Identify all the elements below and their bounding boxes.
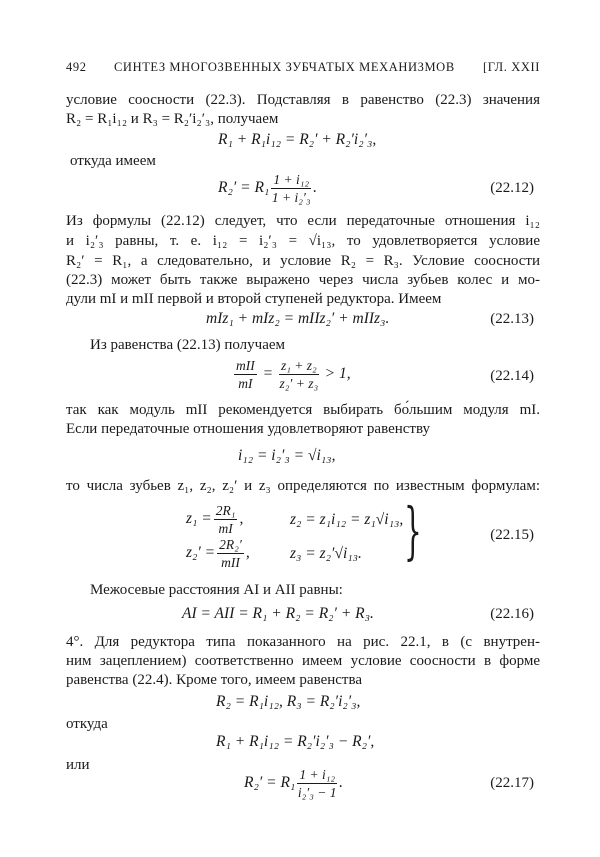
running-title: СИНТЕЗ МНОГОЗВЕННЫХ ЗУБЧАТЫХ МЕХАНИЗМОВ bbox=[114, 60, 455, 74]
eq15-z1-fraction bbox=[214, 502, 238, 537]
eq17-fraction bbox=[297, 766, 337, 801]
text-line-3: откуда имеем bbox=[70, 153, 156, 169]
equation-22-12 bbox=[218, 171, 317, 206]
eq14-numerator-1: mII bbox=[236, 358, 255, 373]
eq15-z2: z₂ = z₁i₁₂ = z₁√i₁₃, bbox=[290, 511, 404, 528]
eq12-end: . bbox=[313, 179, 317, 197]
eq15-z1-sep: , bbox=[239, 510, 244, 528]
text-line-8: дули mI и mII первой и второй ступеней редуктора. Имеем bbox=[66, 291, 442, 307]
eq17-end: . bbox=[339, 774, 343, 792]
eq14-denominator-2: z₂′ + z₃ bbox=[279, 376, 319, 391]
text-line-11: Если передаточные отношения удовлетворяют равенству bbox=[66, 421, 431, 437]
eq12-numerator: 1 + i₁₂ bbox=[273, 172, 310, 187]
equation-22-13: mIz₁ + mIz₂ = mIIz₂′ + mIIz₃. bbox=[206, 310, 390, 327]
eq15-z1-lhs: z₁ = bbox=[186, 510, 212, 528]
eq15-z1-denominator: mI bbox=[218, 521, 233, 536]
eq14-fraction-2 bbox=[279, 357, 319, 392]
eq15-z2prime-fraction bbox=[217, 536, 244, 571]
right-brace: } bbox=[404, 494, 422, 567]
eq14-denominator-1: mI bbox=[238, 376, 253, 391]
eq12-lhs: R₂′ = R₁ bbox=[218, 179, 270, 197]
equation-22-14 bbox=[232, 357, 351, 392]
eq15-z1-numerator: 2R₁ bbox=[215, 503, 236, 518]
eq17-denominator: i₂′₃ − 1 bbox=[297, 785, 337, 800]
text-line-16: равенства (22.4). Кроме того, имеем равенства bbox=[66, 672, 363, 688]
text-line-1: условие соосности (22.3). Подставляя в равенство (22.3) значения bbox=[66, 92, 540, 108]
running-header bbox=[66, 60, 540, 80]
equation-ratio-equality: i₁₂ = i₂′₃ = √i₁₃, bbox=[238, 447, 336, 464]
eq14-fraction-1 bbox=[234, 357, 257, 392]
text-line-9: Из равенства (22.13) получаем bbox=[90, 337, 286, 353]
text-line-5: и i₂′₃ равны, т. е. i₁₂ = i₂′₃ = √i₁₃, то удовлетворяется условие bbox=[66, 233, 540, 249]
text-line-12: то числа зубьев z₁, z₂, z₂′ и z₃ определяются по известным формулам: bbox=[66, 478, 540, 494]
eq-number-22-16: (22.16) bbox=[490, 606, 534, 622]
text-line-13: Межосевые расстояния AI и AII равны: bbox=[90, 582, 343, 598]
text-line-6: R₂′ = R₁, а следовательно, и условие R₂ = R₃. Условие соосности bbox=[66, 253, 540, 269]
text-line-2: R₂ = R₁i₁₂ и R₃ = R₂′i₂′₃, получаем bbox=[66, 111, 279, 127]
eq14-equals: = bbox=[262, 365, 274, 383]
eq-number-22-12: (22.12) bbox=[490, 180, 534, 196]
chapter-label: [ГЛ. XXII bbox=[483, 60, 540, 74]
eq14-end: > 1, bbox=[324, 365, 351, 383]
text-line-10: так как модуль mII рекомендуется выбирать бо́льшим модуля mI. bbox=[66, 402, 540, 418]
eq-number-22-15: (22.15) bbox=[490, 527, 534, 543]
text-line-18: или bbox=[66, 757, 90, 773]
equation-22-16: AI = AII = R₁ + R₂ = R₂′ + R₃. bbox=[182, 605, 374, 622]
eq15-z2prime-lhs: z₂′ = bbox=[186, 544, 216, 562]
equation-22-17 bbox=[244, 766, 343, 801]
text-line-4: Из формулы (22.12) следует, что если передаточные отношения i₁₂ bbox=[66, 213, 540, 229]
page-number: 492 bbox=[66, 60, 87, 74]
eq-number-22-14: (22.14) bbox=[490, 368, 534, 384]
eq15-z2prime-sep: , bbox=[245, 544, 250, 562]
eq15-z3: z₃ = z₂′√i₁₃. bbox=[290, 545, 362, 562]
equation-coaxial-internal: R₁ + R₁i₁₂ = R₂′i₂′₃ − R₂′, bbox=[216, 733, 375, 750]
eq17-numerator: 1 + i₁₂ bbox=[299, 767, 336, 782]
text-line-17: откуда bbox=[66, 716, 108, 732]
eq-number-22-17: (22.17) bbox=[490, 775, 534, 791]
eq17-lhs: R₂′ = R₁ bbox=[244, 774, 296, 792]
text-line-14: 4°. Для редуктора типа показанного на рис. 22.1, в (с внутрен- bbox=[66, 634, 540, 650]
equation-1: R₁ + R₁i₁₂ = R₂′ + R₂′i₂′₃, bbox=[218, 131, 377, 148]
eq14-numerator-2: z₁ + z₂ bbox=[280, 358, 317, 373]
eq-number-22-13: (22.13) bbox=[490, 311, 534, 327]
eq15-z1 bbox=[186, 502, 243, 537]
text-line-15: ним зацеплением) соответственно имеем условие соосности в форме bbox=[66, 653, 540, 669]
eq12-denominator: 1 + i₂′₃ bbox=[271, 190, 311, 205]
eq15-z2prime-numerator: 2R₂′ bbox=[219, 537, 242, 552]
eq12-fraction bbox=[271, 171, 311, 206]
eq15-z2prime-denominator: mII bbox=[221, 555, 240, 570]
eq15-z2prime bbox=[186, 536, 250, 571]
equation-r2-r3: R₂ = R₁i₁₂, R₃ = R₂′i₂′₃, bbox=[216, 693, 361, 710]
text-line-7: (22.3) может быть также выражено через числа зубьев колес и мо- bbox=[66, 272, 540, 288]
